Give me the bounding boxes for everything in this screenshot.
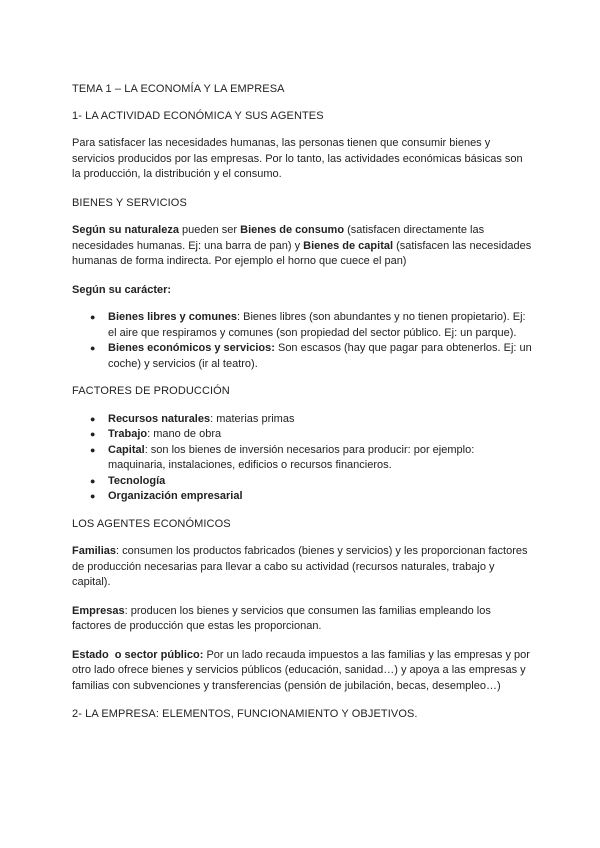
list-item-term: Bienes económicos y servicios: (108, 342, 275, 354)
familias-term: Familias (72, 545, 117, 557)
empresas-text: : producen los bienes y servicios que consumen las familias empleando los factores de producción que estas les proporcionan. (72, 604, 491, 632)
section-1-intro: Para satisfacer las necesidades humanas, las personas tienen que consumir bienes y servicios producidos por las empresas. Por lo tanto, las actividades económicas básicas son la producción, la distribución y el consumo. (72, 137, 523, 180)
factores-heading: FACTORES DE PRODUCCIÓN (72, 385, 230, 397)
list-item-term: Tecnología (108, 474, 166, 487)
list-item (108, 443, 532, 474)
empresas-term: Empresas (72, 604, 125, 617)
list-item-term: Organización empresarial (108, 490, 243, 502)
list-item-text: : mano de obra (147, 428, 222, 440)
section-2-heading: 2- LA EMPRESA: ELEMENTOS, FUNCIONAMIENTO Y OBJETIVOS. (72, 708, 418, 720)
estado-term: Estado o sector público: (72, 648, 204, 661)
list-item-text: : Bienes libres (son abundantes y no tienen propietario). Ej: el aire que respiramos y comunes (son propiedad del sector público. Ej: un parque). (108, 311, 526, 339)
naturaleza-text-1: pueden ser (178, 224, 241, 236)
document-title: TEMA 1 – LA ECONOMÍA Y LA EMPRESA (72, 83, 285, 95)
list-item-term: Capital (108, 443, 145, 456)
bienes-consumo-term: Bienes de consumo (240, 224, 345, 236)
list-item (108, 427, 532, 443)
list-item (108, 489, 532, 505)
familias-paragraph (72, 544, 532, 591)
section-1-heading: 1- LA ACTIVIDAD ECONÓMICA Y SUS AGENTES (72, 109, 324, 122)
naturaleza-lead: Según su naturaleza (72, 224, 179, 236)
caracter-heading-text: Según su carácter: (72, 283, 172, 296)
bienes-capital-term: Bienes de capital (303, 239, 394, 252)
caracter-heading (72, 283, 532, 299)
list-item-term: Trabajo (108, 428, 148, 440)
list-item-term: Recursos naturales (108, 412, 211, 425)
list-item (108, 310, 532, 341)
list-item-text: : son los bienes de inversión necesarios para producir: por ejemplo: maquinaria, instalaciones, edificios o recursos financieros. (108, 443, 475, 471)
list-item-text: Son escasos (hay que pagar para obtenerlos. Ej: un coche) y servicios (ir al teatro). (108, 342, 532, 370)
estado-text: Por un lado recauda impuestos a las familias y las empresas y por otro lado ofrece bienes y servicios públicos (educación, sanidad…) y apoya a las empresas y familias con subvenciones y transferencias (pensión de jubilación, becas, desempleo…) (72, 648, 530, 692)
document-body (72, 82, 532, 723)
list-item (108, 412, 532, 428)
list-item-term: Bienes libres y comunes (108, 311, 237, 323)
list-item-text: : materias primas (210, 412, 295, 425)
naturaleza-text-2: (satisfacen directamente las necesidades humanas. Ej: una barra de pan) y (72, 224, 485, 252)
estado-paragraph (72, 648, 532, 695)
factores-list (72, 412, 532, 505)
naturaleza-text-3: (satisfacen las necesidades humanas de forma indirecta. Por ejemplo el horno que cuece el pan) (72, 239, 532, 267)
empresas-paragraph (72, 604, 532, 635)
caracter-list (72, 310, 532, 372)
naturaleza-paragraph (72, 223, 532, 270)
familias-text: : consumen los productos fabricados (bienes y servicios) y les proporcionan factores de producción necesarias para llevar a cabo su actividad (recursos naturales, trabajo y capital). (72, 545, 528, 588)
list-item (108, 474, 532, 490)
bienes-heading: BIENES Y SERVICIOS (72, 196, 187, 209)
list-item (108, 341, 532, 372)
agentes-heading: LOS AGENTES ECONÓMICOS (72, 517, 231, 530)
